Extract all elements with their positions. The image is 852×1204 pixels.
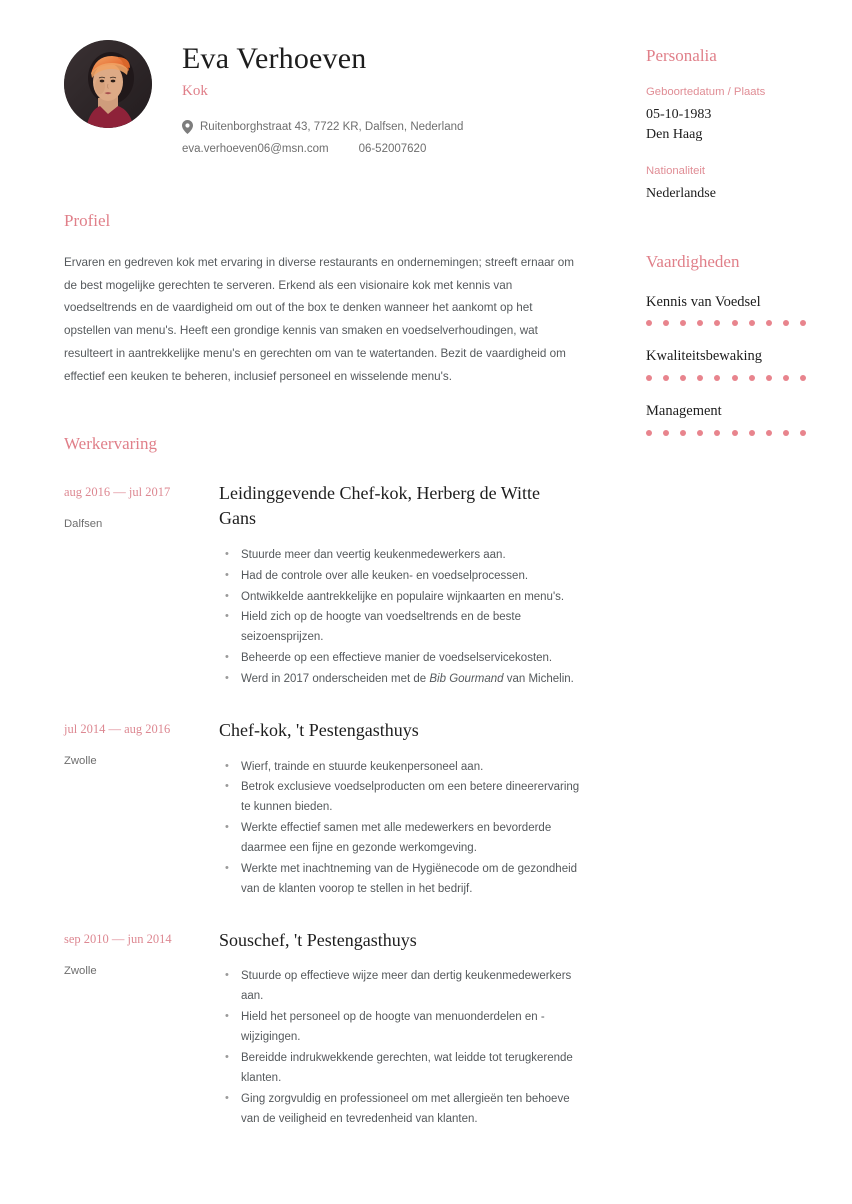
job-dates: sep 2010 — jun 2014 [64, 931, 172, 946]
job-bullet: • Betrok exclusieve voedselproducten om een betere dineerervaring te kunnen bieden. [219, 778, 580, 818]
job-bullet: • Hield het personeel op de hoogte van menuonderdelen en -wijzigingen. [219, 1008, 580, 1048]
job-list [64, 481, 580, 1131]
skill-dot [663, 375, 669, 381]
skill-dot [646, 320, 652, 326]
job-bullet: • Stuurde meer dan veertig keukenmedewerkers aan. [219, 546, 580, 566]
skill-dot [697, 320, 703, 326]
job-bullet: • Beheerde op een effectieve manier de voedselservicekosten. [219, 649, 580, 669]
skill-dot [680, 430, 686, 436]
skill-list [646, 293, 816, 437]
job-entry [64, 928, 580, 1131]
job-bullet: • Had de controle over alle keuken- en voedselprocessen. [219, 567, 580, 587]
personalia-field [646, 85, 816, 145]
skill-dot [749, 430, 755, 436]
skills-section [646, 252, 816, 437]
personalia-value [646, 184, 816, 204]
job-bullets [219, 967, 580, 1129]
personalia-section [646, 46, 816, 205]
personalia-label: Nationaliteit [646, 165, 706, 178]
skill-name: Kennis van Voedsel [646, 293, 761, 310]
skill-dot [766, 430, 772, 436]
personalia-value [646, 105, 816, 146]
job-bullet: • Stuurde op effectieve wijze meer dan dertig keukenmedewerkers aan. [219, 967, 580, 1007]
profile-text: Ervaren en gedreven kok met ervaring in diverse restaurants en ondernemingen; streeft ernaar om de best mogelijke gerechten te serveren. Erkend als een visionaire kok met kennis van voedseltrends en de vaardigheid om out of the box te denken wanneer het aankomt op het opstellen van menu's. Heeft een grondige kennis van smaken en voedselverhoudingen, wat resulteert in aantrekkelijke menu's en gerechten om van te watertanden. Bezit de vaardigheid om effectief een keuken te beheren, inclusief personeel en wisselende menu's. [64, 255, 574, 383]
job-meta [64, 928, 219, 1131]
job-title: Leidinggevende Chef-kok, Herberg de Witte Gans [219, 482, 541, 529]
skills-heading: Vaardigheden [646, 251, 740, 271]
personalia-heading: Personalia [646, 46, 717, 65]
email-phone-line [182, 139, 463, 159]
header-text-block [182, 40, 463, 159]
skill-name: Kwaliteitsbewaking [646, 348, 762, 365]
job-city: Dalfsen [64, 517, 103, 530]
skill-dot [663, 320, 669, 326]
skill-dot [732, 430, 738, 436]
emphasis-text: Bib Gourmand [429, 673, 504, 686]
skill-dot [749, 320, 755, 326]
personalia-value-line: Den Haag [646, 127, 703, 143]
skill-dot [697, 430, 703, 436]
email-text[interactable]: eva.verhoeven06@msn.com [182, 142, 329, 155]
profile-photo [64, 40, 152, 128]
personalia-value-line: 05-10-1983 [646, 106, 712, 122]
skill-dot [800, 430, 806, 436]
job-bullet: • Ging zorgvuldig en professioneel om met allergieën ten behoeve van de veiligheid en tevredenheid van klanten. [219, 1090, 580, 1130]
skill-dot [783, 375, 789, 381]
skill-dot [766, 375, 772, 381]
profile-heading: Profiel [64, 210, 111, 230]
job-city: Zwolle [64, 965, 97, 978]
job-body [219, 481, 580, 691]
job-bullet: • Werkte effectief samen met alle medewerkers en bevorderde daarmee een fijne en gezonde werkomgeving. [219, 819, 580, 859]
job-meta [64, 718, 219, 901]
work-heading: Werkervaring [64, 433, 158, 453]
job-bullet: • Hield zich op de hoogte van voedseltrends en de beste seizoensprijzen. [219, 608, 580, 648]
job-title: Souschef, 't Pestengasthuys [219, 929, 417, 950]
skill-rating [646, 320, 806, 326]
map-pin-icon [182, 120, 193, 134]
address-line [182, 117, 463, 137]
job-dates: aug 2016 — jul 2017 [64, 484, 171, 499]
job-bullet: • Werd in 2017 onderscheiden met de Bib Gourmand van Michelin. [219, 670, 580, 690]
job-bullet: • Ontwikkelde aantrekkelijke en populaire wijnkaarten en menu's. [219, 588, 580, 608]
skill-dot [800, 320, 806, 326]
skill-dot [783, 320, 789, 326]
job-body [219, 928, 580, 1131]
skill-rating [646, 430, 806, 436]
skill-dot [732, 375, 738, 381]
job-entry [64, 718, 580, 901]
job-bullets [219, 758, 580, 900]
personalia-value-line: Nederlandse [646, 186, 716, 202]
sidebar-column [646, 46, 816, 436]
skill-item [646, 293, 816, 327]
skill-dot [646, 375, 652, 381]
skill-dot [680, 375, 686, 381]
skill-name: Management [646, 403, 722, 420]
job-bullet: • Werkte met inachtneming van de Hygiënecode om de gezondheid van de klanten voorop te stellen in het bedrijf. [219, 860, 580, 900]
skill-dot [783, 430, 789, 436]
job-dates: jul 2014 — aug 2016 [64, 722, 171, 737]
skill-dot [800, 375, 806, 381]
contact-block [182, 117, 463, 159]
address-text: Ruitenborghstraat 43, 7722 KR, Dalfsen, Nederland [200, 120, 464, 133]
job-bullets [219, 546, 580, 690]
person-name: Eva Verhoeven [182, 42, 367, 75]
skill-dot [714, 320, 720, 326]
profile-section [64, 211, 580, 389]
job-meta [64, 481, 219, 691]
personalia-label: Geboortedatum / Plaats [646, 86, 766, 98]
skill-dot [749, 375, 755, 381]
skill-dot [663, 430, 669, 436]
phone-text[interactable]: 06-52007620 [358, 142, 427, 155]
job-city: Zwolle [64, 755, 97, 768]
skill-dot [732, 320, 738, 326]
skill-item [646, 402, 816, 436]
personalia-field [646, 164, 816, 204]
job-bullet: • Bereidde indrukwekkende gerechten, wat leidde tot terugkerende klanten. [219, 1049, 580, 1089]
skill-item [646, 347, 816, 381]
job-bullet: • Wierf, trainde en stuurde keukenpersoneel aan. [219, 758, 580, 778]
main-column [64, 40, 580, 1131]
job-entry [64, 481, 580, 691]
resume-header [64, 40, 580, 159]
person-role: Kok [182, 82, 208, 99]
work-experience-section [64, 434, 580, 1131]
personalia-fields [646, 85, 816, 205]
skill-dot [714, 375, 720, 381]
skill-dot [766, 320, 772, 326]
skill-dot [714, 430, 720, 436]
skill-dot [680, 320, 686, 326]
skill-dot [697, 375, 703, 381]
job-body [219, 718, 580, 901]
skill-dot [646, 430, 652, 436]
skill-rating [646, 375, 806, 381]
job-title: Chef-kok, 't Pestengasthuys [219, 720, 419, 741]
